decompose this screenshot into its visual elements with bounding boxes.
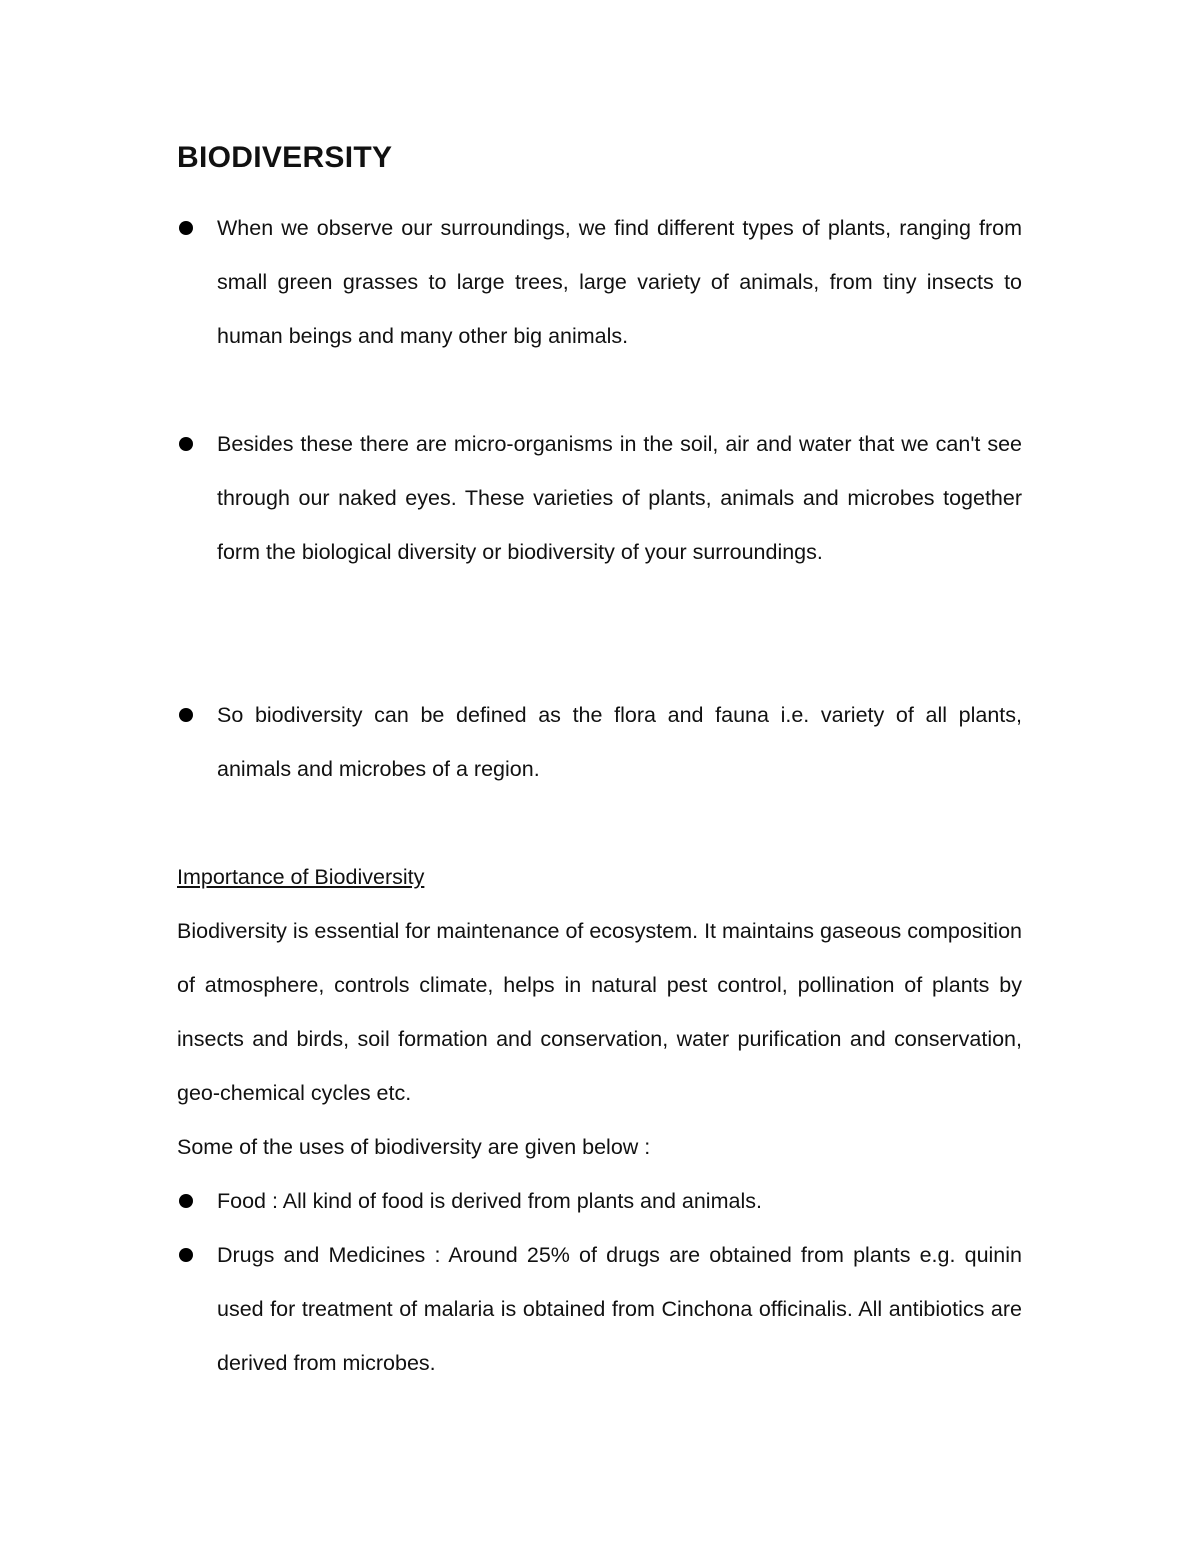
bullet-icon — [179, 1194, 193, 1208]
intro-bullet-list-1 — [177, 201, 1022, 363]
list-item-text: Food : All kind of food is derived from plants and animals. — [217, 1189, 762, 1213]
document-title: BIODIVERSITY — [177, 141, 393, 174]
importance-heading: Importance of Biodiversity — [177, 865, 425, 889]
list-item-text: So biodiversity can be defined as the flora and fauna i.e. variety of all plants, animals and microbes of a region. — [217, 703, 1022, 781]
list-item-text: Drugs and Medicines : Around 25% of drugs are obtained from plants e.g. quinin used for treatment of malaria is obtained from Cinchona officinalis. All antibiotics are derived from microbes. — [217, 1243, 1022, 1375]
uses-list — [177, 1174, 1022, 1390]
importance-paragraph: Biodiversity is essential for maintenance of ecosystem. It maintains gaseous composition of atmosphere, controls climate, helps in natural pest control, pollination of plants by insects and birds, soil formation and conservation, water purification and conservation, geo-chemical cycles etc. — [177, 919, 1022, 1105]
list-item — [177, 1228, 1022, 1390]
bullet-icon — [179, 437, 193, 451]
bullet-icon — [179, 1248, 193, 1262]
list-item — [177, 1174, 1022, 1228]
list-item — [177, 201, 1022, 363]
list-item — [177, 688, 1022, 796]
intro-bullet-list-3 — [177, 688, 1022, 796]
bullet-icon — [179, 221, 193, 235]
uses-intro: Some of the uses of biodiversity are given below : — [177, 1135, 651, 1159]
list-item-text: When we observe our surroundings, we find different types of plants, ranging from small green grasses to large trees, large variety of animals, from tiny insects to human beings and many other big animals. — [217, 216, 1022, 348]
list-item — [177, 417, 1022, 579]
bullet-icon — [179, 708, 193, 722]
list-item-text: Besides these there are micro-organisms in the soil, air and water that we can't see through our naked eyes. These varieties of plants, animals and microbes together form the biological diversity or biodiversity of your surroundings. — [217, 432, 1022, 564]
intro-bullet-list-2 — [177, 417, 1022, 579]
